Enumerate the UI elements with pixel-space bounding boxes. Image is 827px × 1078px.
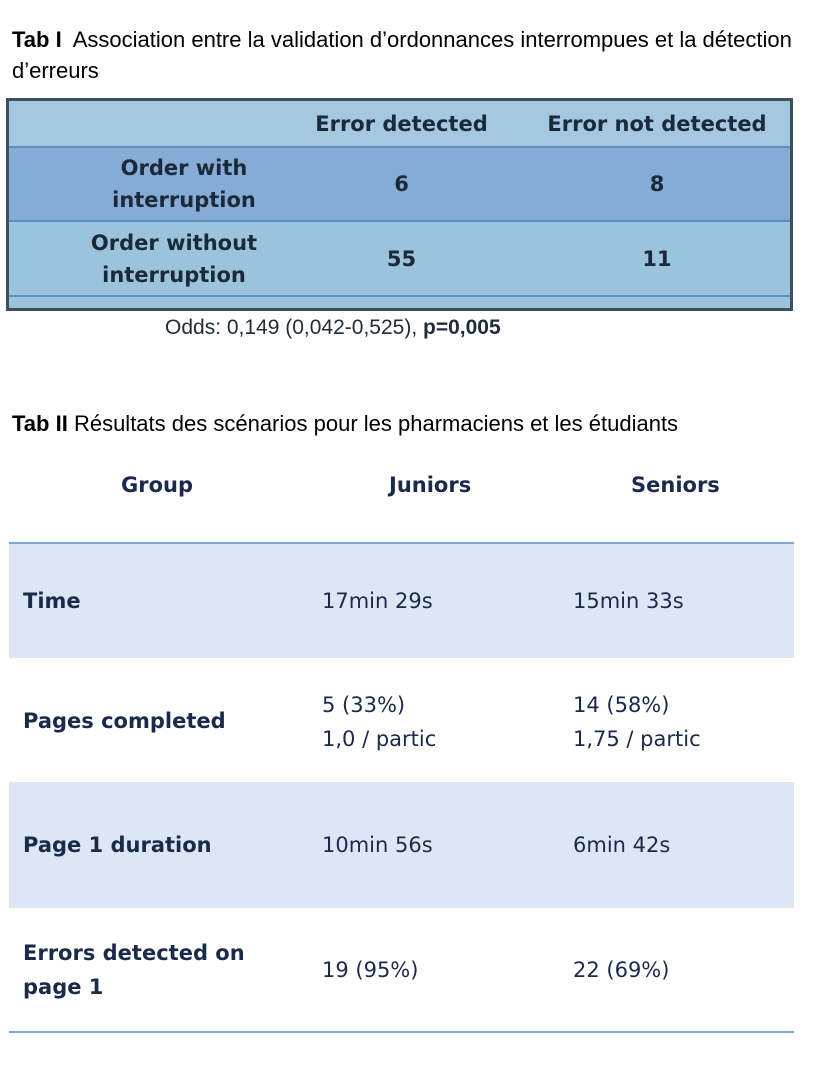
table-1-cell: 55 (386, 246, 417, 271)
p-value: p=0,005 (423, 316, 501, 339)
juniors-value: 17min 29s (322, 589, 433, 613)
table-1-header-error-detected: Error detected (315, 111, 488, 136)
seniors-value: 1,75 / partic (573, 727, 701, 751)
table-1-cell: 8 (649, 172, 665, 196)
table-2-caption (12, 408, 812, 439)
table-1-header-row (9, 101, 790, 148)
table-2-row-label: Pages completed (23, 709, 226, 733)
table-1-caption-text: Association entre la validation d’ordonnances interrompues et la détection d’erreurs (12, 27, 792, 83)
table-1-cell: 11 (642, 246, 672, 271)
table-row (9, 658, 794, 782)
seniors-value: 6min 42s (573, 833, 671, 857)
table-1-header-corner (9, 101, 279, 146)
table-1-header-error-not-detected: Error not detected (547, 111, 767, 136)
table-2-bottom-rule (9, 1031, 794, 1033)
table-2-caption-label: Tab II (12, 411, 68, 436)
seniors-value: 15min 33s (573, 589, 684, 613)
table-row (9, 782, 794, 908)
table-1-cell: 6 (394, 172, 409, 196)
table-2-row-label: Time (23, 589, 81, 613)
table-1-row-label: Order without interruption (90, 230, 258, 287)
table-2-header-group: Group (121, 473, 194, 497)
table-row (9, 544, 794, 658)
table-1-row (9, 148, 790, 222)
table-2-header-juniors: Juniors (389, 473, 472, 497)
table-2-caption-text: Résultats des scénarios pour les pharmaciens et les étudiants (73, 411, 679, 436)
table-1-caption (12, 24, 802, 86)
juniors-value: 10min 56s (322, 833, 433, 857)
seniors-value: 14 (58%) (573, 693, 670, 717)
table-2-row-label: Errors detected on page 1 (23, 941, 245, 999)
juniors-value: 5 (33%) (322, 693, 406, 717)
table-1-row-label: Order with interruption (112, 156, 256, 212)
table-2 (9, 455, 794, 1035)
table-2-row-label: Page 1 duration (23, 833, 212, 857)
table-row (9, 908, 794, 1031)
table-2-header-seniors: Seniors (631, 473, 720, 497)
table-1-caption-label: Tab I (12, 27, 62, 52)
juniors-value: 1,0 / partic (322, 727, 437, 751)
table-1-row (9, 222, 790, 297)
juniors-value: 19 (95%) (322, 958, 419, 982)
table-1 (6, 98, 793, 311)
seniors-value: 22 (69%) (573, 958, 670, 982)
table-2-header-row (9, 455, 794, 542)
odds-ratio-text: Odds: 0,149 (0,042-0,525), (165, 316, 423, 339)
odds-ratio-note (165, 314, 501, 342)
